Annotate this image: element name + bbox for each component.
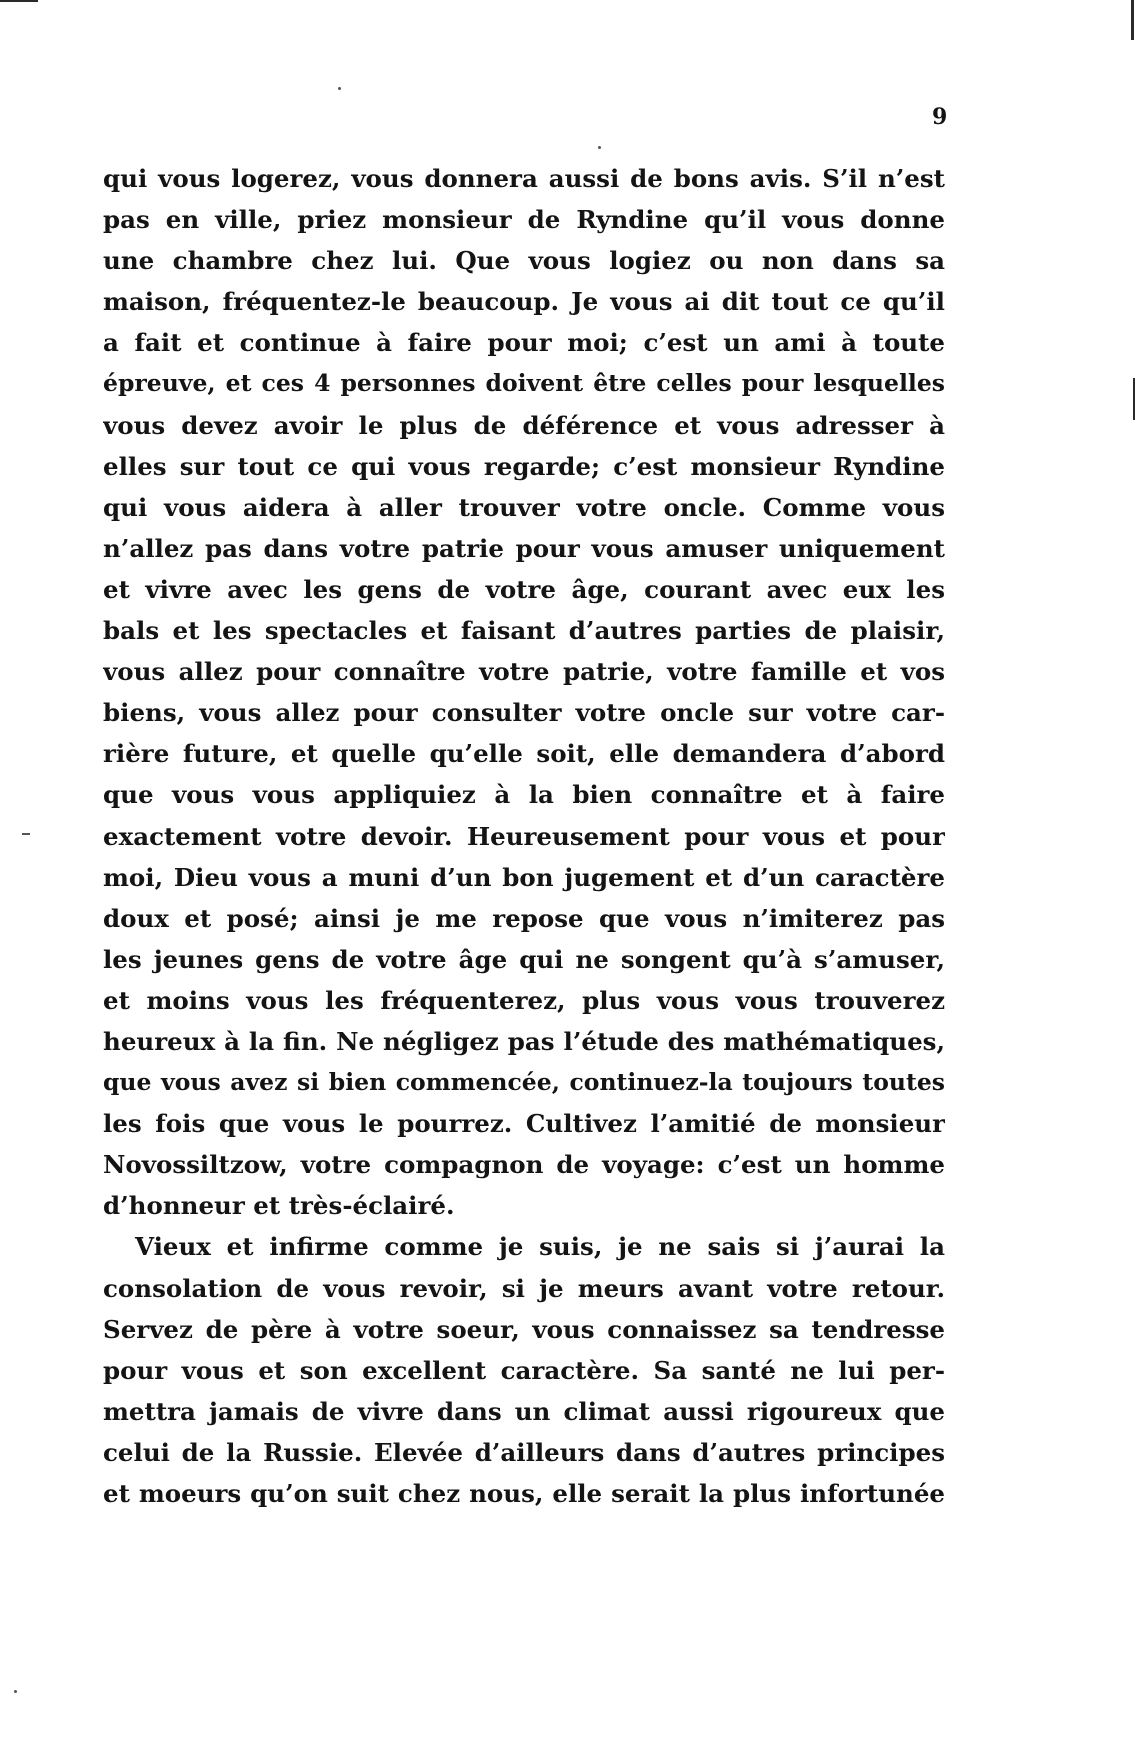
text-line: et vivre avec les gens de votre âge, courant avec eux les <box>103 574 945 604</box>
body-text <box>103 158 945 1514</box>
text-line: Novossiltzow, votre compagnon de voyage: c’est un homme <box>103 1150 945 1180</box>
scan-speck <box>598 146 601 149</box>
text-line: les fois que vous le pourrez. Cultivez l’amitié de monsieur <box>103 1109 945 1139</box>
text-line: pour vous et son excellent caractère. Sa santé ne lui per- <box>103 1355 945 1385</box>
text-line: biens, vous allez pour consulter votre oncle sur votre car- <box>103 698 945 728</box>
text-line-paragraph-start: Vieux et infirme comme je suis, je ne sais si j’aurai la <box>135 1232 945 1262</box>
text-line: mettra jamais de vivre dans un climat aussi rigoureux que <box>103 1396 945 1426</box>
scan-speck <box>22 833 30 835</box>
text-line: moi, Dieu vous a muni d’un bon jugement et d’un caractère <box>103 862 945 892</box>
text-line: vous devez avoir le plus de déférence et vous adresser à <box>103 410 945 440</box>
text-line: doux et posé; ainsi je me repose que vous n’imiterez pas <box>103 903 945 933</box>
scan-edge-mark-right <box>1133 378 1135 420</box>
text-line: celui de la Russie. Elevée d’ailleurs dans d’autres principes <box>103 1437 945 1467</box>
text-line: vous allez pour connaître votre patrie, votre famille et vos <box>103 657 945 687</box>
text-line: n’allez pas dans votre patrie pour vous amuser uniquement <box>103 533 945 563</box>
scan-edge-mark-top-left <box>0 0 38 2</box>
text-line: et moeurs qu’on suit chez nous, elle serait la plus infortunée <box>103 1479 945 1508</box>
text-line: que vous avez si bien commencée, continuez-la toujours toutes <box>103 1068 945 1097</box>
text-line: épreuve, et ces 4 personnes doivent être celles pour lesquelles <box>103 369 945 398</box>
text-line: qui vous aidera à aller trouver votre oncle. Comme vous <box>103 492 945 522</box>
page-number: 9 <box>932 104 948 130</box>
scan-speck <box>338 87 341 90</box>
text-line: une chambre chez lui. Que vous logiez ou non dans sa <box>103 246 945 276</box>
text-line: les jeunes gens de votre âge qui ne songent qu’à s’amuser, <box>103 944 945 974</box>
text-line: exactement votre devoir. Heureusement pour vous et pour <box>103 821 945 851</box>
scan-speck <box>14 1690 17 1693</box>
text-line: rière future, et quelle qu’elle soit, elle demandera d’abord <box>103 739 945 769</box>
text-line: Servez de père à votre soeur, vous connaissez sa tendresse <box>103 1314 945 1344</box>
text-line: bals et les spectacles et faisant d’autres parties de plaisir, <box>103 616 945 646</box>
text-line: consolation de vous revoir, si je meurs avant votre retour. <box>103 1273 945 1303</box>
text-line: qui vous logerez, vous donnera aussi de bons avis. S’il n’est <box>103 164 945 193</box>
scan-edge-mark-top-right <box>1131 0 1134 40</box>
text-line: maison, fréquentez-le beaucoup. Je vous ai dit tout ce qu’il <box>103 287 945 317</box>
text-line: a fait et continue à faire pour moi; c’est un ami à toute <box>103 328 945 358</box>
text-line: elles sur tout ce qui vous regarde; c’est monsieur Ryndine <box>103 451 945 481</box>
text-line: que vous vous appliquiez à la bien connaître et à faire <box>103 780 945 810</box>
text-line-paragraph-end: d’honneur et très-éclairé. <box>103 1191 455 1221</box>
text-line: heureux à la fin. Ne négligez pas l’étude des mathématiques, <box>103 1026 945 1056</box>
text-line: pas en ville, priez monsieur de Ryndine qu’il vous donne <box>103 205 945 235</box>
text-line: et moins vous les fréquenterez, plus vous vous trouverez <box>103 985 945 1015</box>
